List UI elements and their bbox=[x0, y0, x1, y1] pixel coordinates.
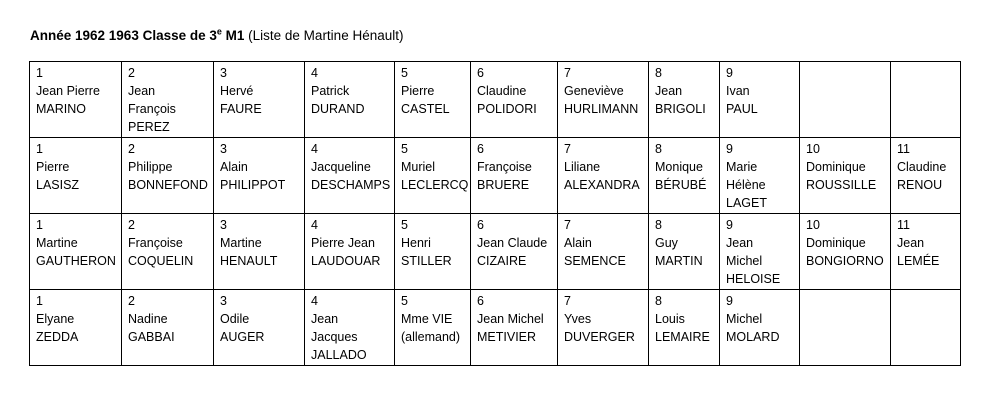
table-row bbox=[30, 62, 961, 138]
seat-number: 6 bbox=[477, 218, 484, 232]
seat-number: 6 bbox=[477, 294, 484, 308]
student-name-line: Claudine bbox=[477, 84, 527, 98]
student-name-line: Dominique bbox=[806, 236, 866, 250]
seat-number: 11 bbox=[897, 142, 910, 156]
title-prefix: Année 1962 1963 Classe de 3 bbox=[30, 28, 217, 43]
student-cell bbox=[558, 214, 649, 290]
seat-number: 2 bbox=[128, 142, 135, 156]
seat-number: 5 bbox=[401, 294, 408, 308]
student-name-line: Jean bbox=[128, 84, 156, 98]
student-name-line: Geneviève bbox=[564, 84, 624, 98]
seat-number: 3 bbox=[220, 294, 227, 308]
seat-number: 5 bbox=[401, 142, 408, 156]
seat-number: 3 bbox=[220, 142, 227, 156]
seat-number: 6 bbox=[477, 66, 484, 80]
seat-number: 2 bbox=[128, 66, 135, 80]
student-cell bbox=[395, 290, 471, 366]
student-name-line: Liliane bbox=[564, 160, 601, 174]
student-cell bbox=[395, 214, 471, 290]
student-name-line: MOLARD bbox=[726, 330, 780, 344]
student-name-line: LASISZ bbox=[36, 178, 80, 192]
table-row bbox=[30, 290, 961, 366]
student-name-line: Alain bbox=[564, 236, 592, 250]
student-name-line: LEMAIRE bbox=[655, 330, 710, 344]
student-cell bbox=[305, 62, 395, 138]
student-name-line: Pierre bbox=[401, 84, 435, 98]
student-name-line: DURAND bbox=[311, 102, 365, 116]
student-name-line: MARTIN bbox=[655, 254, 703, 268]
seat-number: 10 bbox=[806, 218, 820, 232]
student-name-line: Dominique bbox=[806, 160, 866, 174]
student-name-line: Monique bbox=[655, 160, 703, 174]
student-cell bbox=[800, 214, 891, 290]
seat-number: 9 bbox=[726, 294, 733, 308]
student-name-line: LAGET bbox=[726, 196, 767, 210]
seat-number: 5 bbox=[401, 66, 408, 80]
student-name-line: RENOU bbox=[897, 178, 943, 192]
student-cell bbox=[720, 62, 800, 138]
student-name-line: Henri bbox=[401, 236, 431, 250]
student-cell bbox=[720, 138, 800, 214]
seat-number: 7 bbox=[564, 294, 571, 308]
student-cell bbox=[395, 62, 471, 138]
seat-number: 1 bbox=[36, 66, 43, 80]
student-name-line: Françoise bbox=[128, 236, 183, 250]
student-cell bbox=[720, 290, 800, 366]
empty-cell bbox=[800, 290, 891, 366]
student-cell bbox=[305, 214, 395, 290]
page-title bbox=[30, 28, 403, 43]
student-name-line: METIVIER bbox=[477, 330, 537, 344]
seat-number: 10 bbox=[806, 142, 820, 156]
student-name-line: PHILIPPOT bbox=[220, 178, 286, 192]
title-note: (Liste de Martine Hénault) bbox=[244, 28, 404, 43]
student-name-line: Elyane bbox=[36, 312, 75, 326]
student-name-line: Françoise bbox=[477, 160, 532, 174]
table-row bbox=[30, 138, 961, 214]
seat-number: 4 bbox=[311, 142, 318, 156]
student-name-line: Marie bbox=[726, 160, 758, 174]
seat-number: 3 bbox=[220, 218, 227, 232]
student-name-line: JALLADO bbox=[311, 348, 367, 362]
seat-number: 1 bbox=[36, 142, 43, 156]
student-cell bbox=[305, 138, 395, 214]
seat-number: 8 bbox=[655, 218, 662, 232]
student-name-line: HELOISE bbox=[726, 272, 781, 286]
student-name-line: GABBAI bbox=[128, 330, 175, 344]
student-cell bbox=[649, 62, 720, 138]
student-cell bbox=[558, 138, 649, 214]
student-cell bbox=[720, 214, 800, 290]
class-seating-table bbox=[29, 61, 961, 366]
student-name-line: HENAULT bbox=[220, 254, 278, 268]
student-name-line: Claudine bbox=[897, 160, 947, 174]
student-cell bbox=[30, 214, 122, 290]
student-name-line: Martine bbox=[36, 236, 78, 250]
student-cell bbox=[30, 138, 122, 214]
title-superscript: e bbox=[216, 26, 222, 37]
table-body bbox=[30, 62, 961, 366]
title-class: M1 bbox=[221, 28, 245, 43]
student-name-line: François bbox=[128, 102, 176, 116]
student-cell bbox=[649, 138, 720, 214]
student-name-line: Jean bbox=[726, 236, 754, 250]
seat-number: 4 bbox=[311, 218, 318, 232]
student-name-line: COQUELIN bbox=[128, 254, 194, 268]
student-cell bbox=[122, 138, 214, 214]
student-name-line: Hervé bbox=[220, 84, 254, 98]
empty-cell bbox=[891, 62, 961, 138]
student-name-line: Jean Michel bbox=[477, 312, 544, 326]
student-name-line: GAUTHERON bbox=[36, 254, 116, 268]
student-name-line: Louis bbox=[655, 312, 685, 326]
seat-number: 7 bbox=[564, 218, 571, 232]
student-name-line: Jean Pierre bbox=[36, 84, 100, 98]
student-name-line: HURLIMANN bbox=[564, 102, 639, 116]
student-name-line: BRIGOLI bbox=[655, 102, 706, 116]
seat-number: 5 bbox=[401, 218, 408, 232]
seat-number: 8 bbox=[655, 66, 662, 80]
student-cell bbox=[305, 290, 395, 366]
seat-number: 4 bbox=[311, 294, 318, 308]
student-name-line: Pierre bbox=[36, 160, 70, 174]
student-name-line: Alain bbox=[220, 160, 248, 174]
student-name-line: Jacques bbox=[311, 330, 358, 344]
student-name-line: BRUERE bbox=[477, 178, 530, 192]
student-cell bbox=[649, 214, 720, 290]
seat-number: 1 bbox=[36, 218, 43, 232]
student-name-line: ZEDDA bbox=[36, 330, 79, 344]
student-name-line: CASTEL bbox=[401, 102, 450, 116]
student-name-line: Odile bbox=[220, 312, 250, 326]
student-name-line: (allemand) bbox=[401, 330, 461, 344]
student-name-line: PEREZ bbox=[128, 120, 170, 134]
student-cell bbox=[122, 214, 214, 290]
student-cell bbox=[395, 138, 471, 214]
student-cell bbox=[214, 290, 305, 366]
student-name-line: Michel bbox=[726, 312, 763, 326]
student-name-line: AUGER bbox=[220, 330, 265, 344]
student-name-line: BONGIORNO bbox=[806, 254, 884, 268]
student-name-line: LECLERCQ bbox=[401, 178, 469, 192]
student-name-line: MARINO bbox=[36, 102, 86, 116]
seat-number: 4 bbox=[311, 66, 318, 80]
seat-number: 7 bbox=[564, 66, 571, 80]
student-name-line: Jean bbox=[311, 312, 339, 326]
student-cell bbox=[800, 138, 891, 214]
student-cell bbox=[891, 214, 961, 290]
student-name-line: DUVERGER bbox=[564, 330, 635, 344]
student-cell bbox=[558, 290, 649, 366]
student-cell bbox=[122, 62, 214, 138]
student-name-line: LEMÉE bbox=[897, 254, 940, 268]
seat-number: 1 bbox=[36, 294, 43, 308]
student-cell bbox=[214, 138, 305, 214]
student-cell bbox=[214, 62, 305, 138]
student-name-line: Pierre Jean bbox=[311, 236, 375, 250]
student-cell bbox=[214, 214, 305, 290]
student-name-line: Michel bbox=[726, 254, 763, 268]
student-cell bbox=[891, 138, 961, 214]
student-name-line: SEMENCE bbox=[564, 254, 626, 268]
student-name-line: ALEXANDRA bbox=[564, 178, 640, 192]
student-cell bbox=[122, 290, 214, 366]
student-name-line: DESCHAMPS bbox=[311, 178, 391, 192]
student-name-line: ROUSSILLE bbox=[806, 178, 877, 192]
student-name-line: PAUL bbox=[726, 102, 758, 116]
student-name-line: Jean Claude bbox=[477, 236, 548, 250]
student-name-line: CIZAIRE bbox=[477, 254, 527, 268]
student-name-line: Martine bbox=[220, 236, 262, 250]
student-name-line: Muriel bbox=[401, 160, 436, 174]
seat-number: 3 bbox=[220, 66, 227, 80]
empty-cell bbox=[891, 290, 961, 366]
student-name-line: LAUDOUAR bbox=[311, 254, 381, 268]
empty-cell bbox=[800, 62, 891, 138]
seat-number: 2 bbox=[128, 294, 135, 308]
table-row bbox=[30, 214, 961, 290]
student-cell bbox=[471, 62, 558, 138]
student-name-line: Jean bbox=[655, 84, 683, 98]
student-name-line: Nadine bbox=[128, 312, 168, 326]
student-cell bbox=[30, 290, 122, 366]
seat-number: 9 bbox=[726, 66, 733, 80]
seat-number: 7 bbox=[564, 142, 571, 156]
student-cell bbox=[471, 290, 558, 366]
student-cell bbox=[471, 138, 558, 214]
seat-number: 9 bbox=[726, 218, 733, 232]
student-name-line: POLIDORI bbox=[477, 102, 537, 116]
student-cell bbox=[558, 62, 649, 138]
student-cell bbox=[30, 62, 122, 138]
student-name-line: Patrick bbox=[311, 84, 350, 98]
seat-number: 8 bbox=[655, 142, 662, 156]
student-name-line: Guy bbox=[655, 236, 678, 250]
seat-number: 2 bbox=[128, 218, 135, 232]
seat-number: 8 bbox=[655, 294, 662, 308]
student-name-line: Ivan bbox=[726, 84, 750, 98]
student-name-line: Jean bbox=[897, 236, 925, 250]
student-name-line: FAURE bbox=[220, 102, 262, 116]
student-name-line: Philippe bbox=[128, 160, 173, 174]
student-name-line: BONNEFOND bbox=[128, 178, 208, 192]
student-name-line: Mme VIE bbox=[401, 312, 453, 326]
student-name-line: Yves bbox=[564, 312, 592, 326]
seat-number: 11 bbox=[897, 218, 910, 232]
student-name-line: Jacqueline bbox=[311, 160, 371, 174]
student-cell bbox=[471, 214, 558, 290]
student-name-line: BÉRUBÉ bbox=[655, 178, 707, 192]
student-cell bbox=[649, 290, 720, 366]
student-name-line: Hélène bbox=[726, 178, 766, 192]
student-name-line: STILLER bbox=[401, 254, 452, 268]
seat-number: 6 bbox=[477, 142, 484, 156]
seat-number: 9 bbox=[726, 142, 733, 156]
